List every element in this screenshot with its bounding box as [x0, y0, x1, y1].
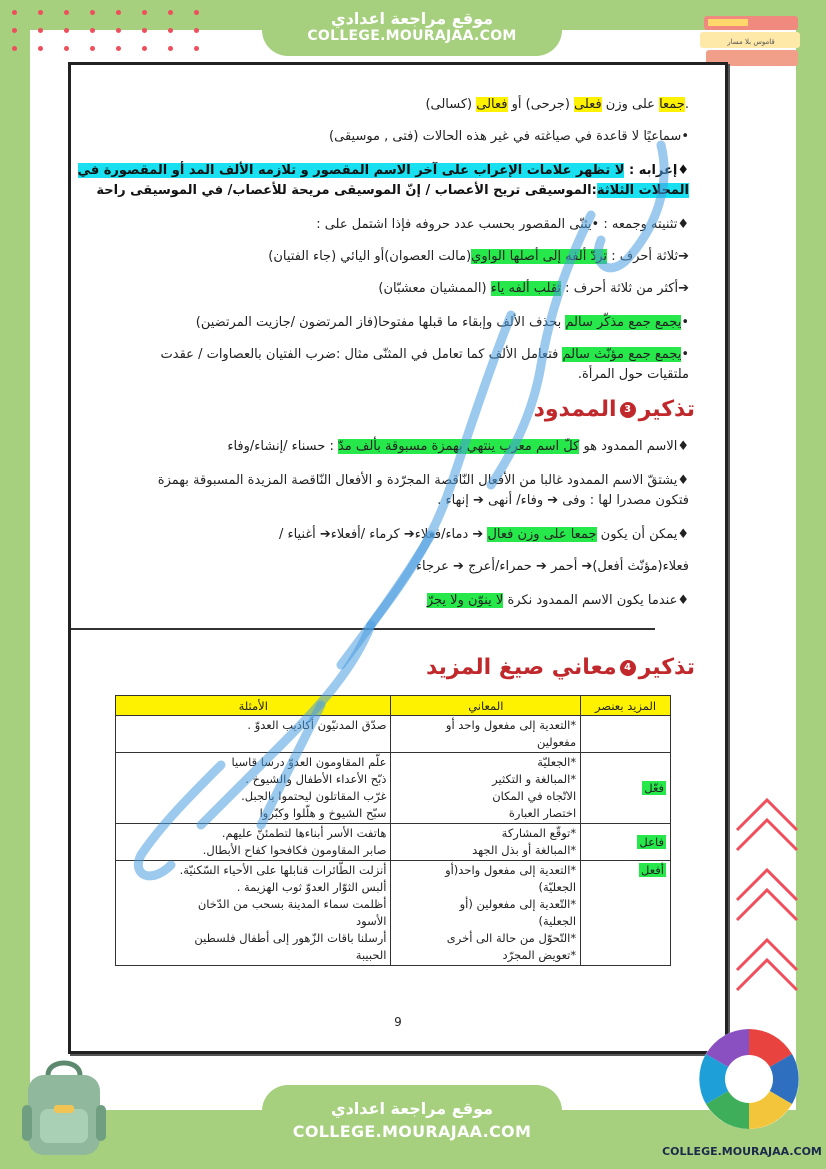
table-cell-form: [581, 716, 671, 753]
section-divider: [71, 628, 655, 630]
line-mamdood-def: ♦الاسم الممدود هو كلّ اسم معرب ينتهي بهمزة مسبوقة بألف مدّ : حسناء /إنشاء/وفاء: [227, 439, 689, 454]
page-number: 9: [394, 1015, 402, 1029]
table-cell-meanings: *التعدية إلى مفعول واحد أو مفعولين: [391, 716, 581, 753]
line-plural-forms: .جمعا على وزن فعلى (جرحى) أو فعالى (كسالى): [425, 97, 689, 112]
line-plural-pattern: ♦يمكن أن يكون جمعا على وزن فعال ➔ دماء/فعلاء➔ كرماء /أفعلاء➔ أغنياء /: [278, 527, 689, 542]
line-indefinite: ♦عندما يكون الاسم الممدود نكرة لا ينوّن ولا يجرّ: [426, 593, 689, 608]
footer-site-name: موقع مراجعة اعدادي: [330, 1099, 494, 1118]
table-header-examples: الأمثلة: [116, 696, 391, 716]
line-derivation: ♦يشتقّ الاسم الممدود غالبا من الأفعال النّاقصة المجرّدة و الأفعال النّاقصة المزيدة المسبوقة بهمزة: [157, 473, 689, 488]
table-cell-meanings: *الجعليّة *المبالغة و التكثير الاتّجاه في المكان اختصار العبارة: [391, 753, 581, 824]
table-header-meanings: المعاني: [391, 696, 581, 716]
line-feminine-afal: فعلاء(مؤنّث أفعل)➔ أحمر ➔ حمراء/أعرج ➔ عرجاء: [415, 559, 689, 574]
line-feminine-plural: •يجمع جمع مؤنّث سالم فتعامل الألف كما تعامل في المثنّى مثال :ضرب الفتيان بالعصاوات / عقدت: [160, 347, 689, 362]
line-dual-plural: ♦تثنيته وجمعه : •يثنّى المقصور بحسب عدد حروفه فإذا اشتمل على :: [316, 217, 689, 232]
line-audible: •سماعيًا لا قاعدة في صياغته في غير هذه الحالات (فتى , موسيقى): [329, 129, 689, 144]
line-masculine-plural: •يجمع جمع مذكّر سالم بحذف الألف وإبقاء ما قبلها مفتوحا(فاز المرتضون /جازيت المرتضين): [195, 315, 689, 330]
table-cell-form: فاعل: [581, 824, 671, 861]
mazeed-table: [115, 695, 671, 966]
table-header-form: المزيد بعنصر: [581, 696, 671, 716]
section-title-mamdood: تذكير3الممدود: [533, 397, 695, 422]
decorative-dots: [0, 0, 230, 60]
header-banner: [262, 0, 562, 56]
document-page: [68, 62, 728, 1054]
line-derivation-cont: فتكون مصدرا لها : وفى ➔ وفاء/ أنهى ➔ إنهاء .: [437, 493, 689, 508]
table-row: [116, 716, 671, 753]
table-row: [116, 753, 671, 824]
footer-site-url[interactable]: COLLEGE.MOURAJAA.COM: [292, 1122, 532, 1141]
site-logo-icon: [694, 1024, 804, 1134]
line-parsing-cont: المحلات الثلاثة:الموسيقى تريح الأعصاب / إنّ الموسيقى مريحة للأعصاب/ في الموسيقى راحة: [96, 183, 689, 198]
header-site-url[interactable]: COLLEGE.MOURAJAA.COM: [307, 28, 517, 44]
footer-banner: [262, 1085, 562, 1169]
line-three-letters: ➔ثلاثة أحرف : تردّ ألفه إلى أصلها الواوي(مالت العصوان)أو اليائي (جاء الفتيان): [268, 249, 689, 264]
table-cell-meanings: *التعدية إلى مفعول واحد(أو الجعليّة) *التّعدية إلى مفعولين (أو الجعلية) *التّحوّل من حالة الى أخرى *تعويض المجرّد: [391, 861, 581, 966]
table-row: [116, 861, 671, 966]
footer-logo-url[interactable]: COLLEGE.MOURAJAA.COM: [662, 1145, 822, 1158]
books-icon: [696, 10, 806, 70]
section-title-mazeed: تذكير4معاني صيغ المزيد: [425, 655, 695, 680]
table-cell-meanings: *توقّع المشاركة *المبالغة أو بذل الجهد: [391, 824, 581, 861]
header-site-name: موقع مراجعة اعدادي: [330, 9, 494, 28]
table-cell-examples: أنزلت الطّائرات قنابلها على الأحياء السّكنيّة. ألبس الثوّار العدوّ ثوب الهزيمة . أظلمت سماء المدينة بسحب من الدّخان الأسود أرسلنا باقات الزّهور إلى أطفال فلسطين الحبيبة: [116, 861, 391, 966]
line-feminine-plural-cont: ملتقيات حول المرأة.: [577, 367, 689, 382]
table-cell-examples: علّم المقاومون العدوّ درسا قاسيا ذبّح الأعداء الأطفال والشيوخ . غرّب المقاتلون ليحتموا بالجبل. سبّح الشيوخ و هلّلوا وكبّروا: [116, 753, 391, 824]
table-cell-form: فعّل: [581, 753, 671, 824]
table-cell-form: أفعل: [581, 861, 671, 966]
table-cell-examples: صدّق المدنيّون أكاذيب العدوّ .: [116, 716, 391, 753]
table-row: [116, 824, 671, 861]
line-more-letters: ➔أكثر من ثلاثة أحرف : تقلب ألفه ياء (الممشيان معشبّان): [378, 281, 689, 296]
table-cell-examples: هاتفت الأسر أبناءها لتطمئنّ عليهم. صابر المقاومون فكافحوا كفاح الأبطال.: [116, 824, 391, 861]
school-bag-icon: [14, 1055, 114, 1160]
chevron-decoration-icon: [732, 790, 802, 1010]
books-label: قاموس بلا مسار: [727, 38, 775, 46]
line-parsing: ♦إعرابه : لا تظهر علامات الإعراب على آخر الاسم المقصور و تلازمه الألف المد أو المقصورة في: [77, 163, 689, 178]
